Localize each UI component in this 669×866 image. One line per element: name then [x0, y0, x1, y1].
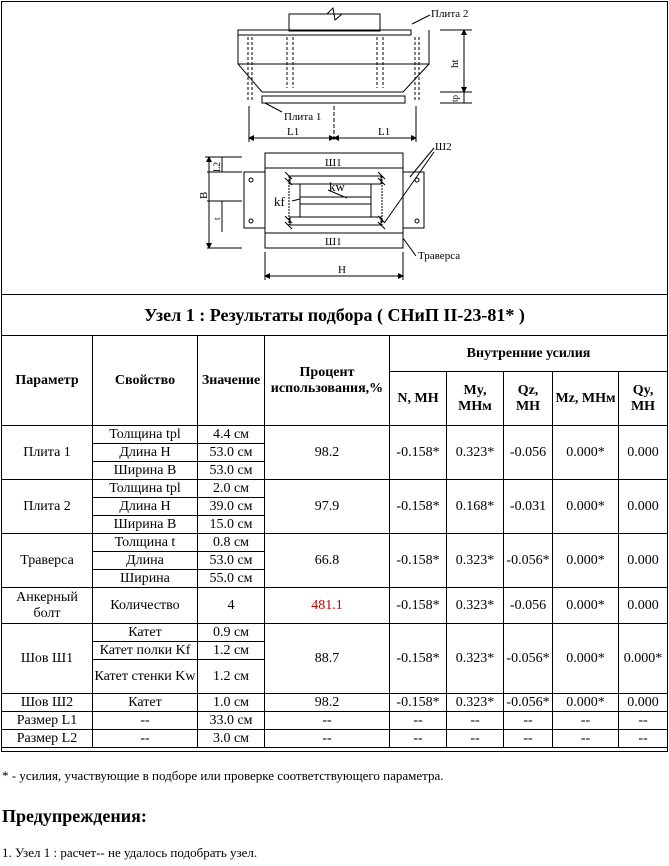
property-cell: Ширина B	[93, 462, 198, 480]
l1-right-label: L1	[378, 126, 391, 138]
percent-cell: 98.2	[265, 426, 390, 480]
value-cell: 0.8 см	[198, 534, 265, 552]
table-row	[2, 730, 668, 748]
l2-label: L2	[212, 162, 222, 172]
property-cell: Длина	[93, 552, 198, 570]
header-value: Значение	[198, 336, 265, 426]
property-cell: Длина H	[93, 498, 198, 516]
kw-label: kw	[329, 179, 345, 194]
qz-cell: -0.056	[504, 426, 553, 480]
n-cell: -0.158*	[390, 480, 447, 534]
property-cell: Ширина	[93, 570, 198, 588]
value-cell: 1.2 см	[198, 660, 265, 694]
value-cell: 2.0 см	[198, 480, 265, 498]
my-cell: 0.323*	[447, 624, 504, 694]
my-cell: 0.168*	[447, 480, 504, 534]
percent-cell: 97.9	[265, 480, 390, 534]
param-cell: Плита 1	[2, 426, 93, 480]
property-cell: Толщина t	[93, 534, 198, 552]
n-cell: -0.158*	[390, 588, 447, 624]
property-cell: Толщина tpl	[93, 480, 198, 498]
property-cell: Катет стенки Kw	[93, 660, 198, 694]
property-cell: Количество	[93, 588, 198, 624]
mz-cell: --	[553, 730, 619, 748]
results-table	[1, 294, 668, 748]
param-cell: Анкерный болт	[2, 588, 93, 624]
h-label: H	[338, 264, 346, 276]
warning-item: 1. Узел 1 : расчет-- не удалось подобрать узел.	[2, 845, 258, 860]
header-forces: Внутренние усилия	[390, 336, 668, 372]
percent-cell: --	[265, 712, 390, 730]
n-cell: --	[390, 730, 447, 748]
param-cell: Размер L2	[2, 730, 93, 748]
value-cell: 0.9 см	[198, 624, 265, 642]
mz-cell: 0.000*	[553, 624, 619, 694]
value-cell: 15.0 см	[198, 516, 265, 534]
param-cell: Траверса	[2, 534, 93, 588]
table-row	[2, 624, 668, 642]
qz-cell: --	[504, 730, 553, 748]
property-cell: Ширина B	[93, 516, 198, 534]
warnings-title: Предупреждения:	[2, 806, 147, 826]
table-row	[2, 712, 668, 730]
mz-cell: 0.000*	[553, 588, 619, 624]
value-cell: 39.0 см	[198, 498, 265, 516]
plate2-label: Плита 2	[431, 8, 469, 20]
property-cell: Длина H	[93, 444, 198, 462]
table-row	[2, 588, 668, 624]
n-cell: -0.158*	[390, 426, 447, 480]
percent-cell: --	[265, 730, 390, 748]
property-cell: Катет	[93, 694, 198, 712]
percent-cell: 481.1	[265, 588, 390, 624]
traverse-label: Траверса	[418, 250, 461, 262]
my-cell: 0.323*	[447, 694, 504, 712]
value-cell: 1.0 см	[198, 694, 265, 712]
qy-cell: 0.000	[619, 534, 668, 588]
table-row	[2, 534, 668, 552]
l1-left-label: L1	[287, 126, 300, 138]
node-drawing	[2, 2, 666, 292]
value-cell: 1.2 см	[198, 642, 265, 660]
property-cell: --	[93, 730, 198, 748]
value-cell: 4	[198, 588, 265, 624]
property-cell: Катет полки Kf	[93, 642, 198, 660]
mz-cell: 0.000*	[553, 426, 619, 480]
sh2-label: Ш2	[435, 141, 452, 153]
ht-label: ht	[449, 59, 461, 68]
header-mz: Mz, МНм	[553, 372, 619, 426]
my-cell: --	[447, 712, 504, 730]
qz-cell: -0.031	[504, 480, 553, 534]
value-cell: 53.0 см	[198, 444, 265, 462]
value-cell: 33.0 см	[198, 712, 265, 730]
qy-cell: 0.000	[619, 480, 668, 534]
param-cell: Шов Ш2	[2, 694, 93, 712]
n-cell: -0.158*	[390, 694, 447, 712]
qy-cell: 0.000*	[619, 624, 668, 694]
tp-label: tp	[450, 94, 460, 102]
my-cell: 0.323*	[447, 588, 504, 624]
header-my: My, МНм	[447, 372, 504, 426]
footnote: * - усилия, участвующие в подборе или проверке соответствующего параметра.	[2, 768, 444, 783]
b-label: B	[198, 191, 210, 199]
value-cell: 53.0 см	[198, 462, 265, 480]
t-label: t	[212, 217, 222, 220]
qz-cell: -0.056*	[504, 694, 553, 712]
header-param: Параметр	[2, 336, 93, 426]
value-cell: 4.4 см	[198, 426, 265, 444]
header-n: N, МН	[390, 372, 447, 426]
my-cell: 0.323*	[447, 426, 504, 480]
percent-cell: 98.2	[265, 694, 390, 712]
my-cell: 0.323*	[447, 534, 504, 588]
param-cell: Шов Ш1	[2, 624, 93, 694]
qz-cell: -0.056	[504, 588, 553, 624]
qy-cell: 0.000	[619, 426, 668, 480]
n-cell: -0.158*	[390, 534, 447, 588]
mz-cell: 0.000*	[553, 694, 619, 712]
kf-label: kf	[274, 194, 285, 209]
table-row	[2, 694, 668, 712]
qz-cell: --	[504, 712, 553, 730]
table-row	[2, 480, 668, 498]
param-cell: Плита 2	[2, 480, 93, 534]
qy-cell: 0.000	[619, 694, 668, 712]
percent-cell: 88.7	[265, 624, 390, 694]
property-cell: Толщина tpl	[93, 426, 198, 444]
sh1-bottom-label: Ш1	[325, 236, 342, 248]
my-cell: --	[447, 730, 504, 748]
qy-cell: --	[619, 730, 668, 748]
header-percent: Процент использования,%	[265, 336, 390, 426]
mz-cell: 0.000*	[553, 480, 619, 534]
value-cell: 55.0 см	[198, 570, 265, 588]
n-cell: -0.158*	[390, 624, 447, 694]
qy-cell: --	[619, 712, 668, 730]
mz-cell: --	[553, 712, 619, 730]
qy-cell: 0.000	[619, 588, 668, 624]
header-qy: Qy, МН	[619, 372, 668, 426]
param-cell: Размер L1	[2, 712, 93, 730]
header-property: Свойство	[93, 336, 198, 426]
property-cell: Катет	[93, 624, 198, 642]
plate1-label: Плита 1	[284, 111, 322, 123]
table-title: Узел 1 : Результаты подбора ( СНиП II-23-81* )	[2, 295, 668, 336]
mz-cell: 0.000*	[553, 534, 619, 588]
qz-cell: -0.056*	[504, 624, 553, 694]
percent-cell: 66.8	[265, 534, 390, 588]
table-row	[2, 426, 668, 444]
header-qz: Qz, МН	[504, 372, 553, 426]
qz-cell: -0.056*	[504, 534, 553, 588]
property-cell: --	[93, 712, 198, 730]
value-cell: 53.0 см	[198, 552, 265, 570]
value-cell: 3.0 см	[198, 730, 265, 748]
n-cell: --	[390, 712, 447, 730]
sh1-top-label: Ш1	[325, 157, 342, 169]
